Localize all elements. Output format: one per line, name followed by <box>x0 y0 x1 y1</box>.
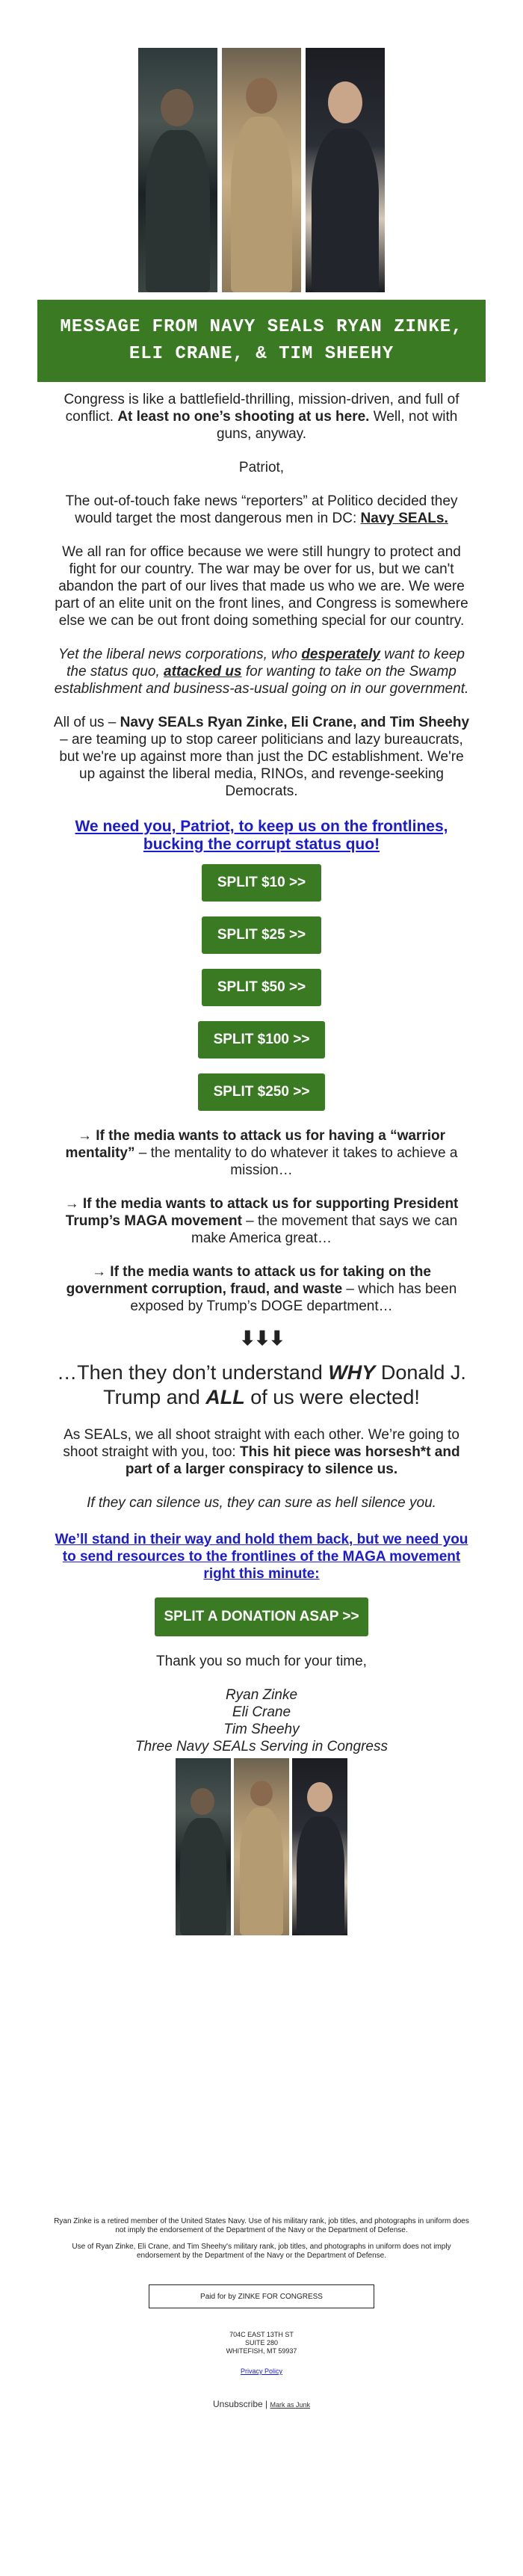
liberal-text-2: want to keep the status quo, <box>66 647 465 680</box>
intro-bold: At least no one’s shooting at us here. <box>117 409 370 425</box>
down-arrows-icon: ⬇⬇⬇ <box>239 1327 284 1349</box>
paid-for-text: Paid for by ZINKE FOR CONGRESS <box>200 2292 323 2301</box>
big-text-3: of us were elected! <box>244 1386 420 1408</box>
split-250-button[interactable]: SPLIT $250 >> <box>198 1073 325 1111</box>
photo-eli-crane <box>222 48 301 292</box>
maga-point-bold: → If the media wants to attack us for supporting President Trump’s MAGA movement <box>64 1196 459 1229</box>
unsubscribe-row <box>37 2399 486 2409</box>
corruption-point <box>52 1263 471 1315</box>
ran-for-office-paragraph: We all ran for office because we were still hungry to protect and fight for our country. The war may be over for us, but we can't abandon the part of our lives that made us who we are. We were part of an elite unit on the front lines, and Congress is somewhere else we can be out front doing something special for our country. <box>55 544 468 629</box>
attacked-us-emphasis: attacked us <box>164 664 242 680</box>
silence-statement: If they can silence us, they can sure as hell silence you. <box>87 1495 436 1511</box>
why-emphasis: WHY <box>328 1361 376 1384</box>
intro-text-end: Well, not with guns, anyway. <box>216 409 458 442</box>
hero-photo-strip <box>37 48 486 292</box>
signature-tim-sheehy: Tim Sheehy <box>223 1722 300 1737</box>
split-10-button[interactable]: SPLIT $10 >> <box>202 864 321 902</box>
seals-paragraph <box>52 1426 471 1478</box>
address-line-1: 704C EAST 13TH ST <box>229 2331 294 2338</box>
seal-names-bold: Navy SEALs Ryan Zinke, Eli Crane, and Tim Sheehy <box>120 715 470 730</box>
signature-tagline: Three Navy SEALs Serving in Congress <box>135 1739 388 1754</box>
split-50-button[interactable]: SPLIT $50 >> <box>202 969 321 1006</box>
split-25-button[interactable]: SPLIT $25 >> <box>202 916 321 954</box>
intro-paragraph <box>52 391 471 443</box>
liberal-text-1: Yet the liberal news corporations, who <box>58 647 302 662</box>
warrior-point-bold: → If the media wants to attack us for having a “warrior mentality” <box>65 1128 445 1161</box>
privacy-policy-link[interactable]: Privacy Policy <box>240 2367 282 2375</box>
footer-photo-strip <box>37 1758 486 1935</box>
hit-piece-bold: This hit piece was horsesh*t and part of a larger conspiracy to silence us. <box>125 1444 460 1477</box>
maga-point-text: – the movement that says we can make America great… <box>191 1213 458 1246</box>
banner-title: MESSAGE FROM NAVY SEALS RYAN ZINKE, ELI CRANE, & TIM SHEEHY <box>60 317 463 364</box>
mailing-address <box>37 2331 486 2355</box>
paid-for-box <box>149 2284 374 2308</box>
disclaimer-zinke: Ryan Zinke is a retired member of the United States Navy. Use of his military rank, job titles, and photographs in uniform does not imply the endorsement of the Department of the Navy or the Department of Defense. <box>54 2217 469 2234</box>
split-donation-button[interactable]: SPLIT A DONATION ASAP >> <box>155 1597 368 1636</box>
disclaimer-all: Use of Ryan Zinke, Eli Crane, and Tim Sheehy's military rank, job titles, and photographs in uniform does not imply endorsement by the Department of the Navy or the Department of Defense. <box>72 2243 451 2260</box>
header-banner <box>37 300 486 382</box>
footer-photo-eli-crane <box>234 1758 289 1935</box>
seals-text: As SEALs, we all shoot straight with each other. We’re going to shoot straight with you, too: <box>63 1427 459 1460</box>
frontlines-link[interactable]: We need you, Patriot, to keep us on the frontlines, bucking the corrupt status quo! <box>75 818 448 853</box>
signature-eli-crane: Eli Crane <box>232 1704 291 1720</box>
politico-paragraph <box>52 493 471 527</box>
address-line-2: SUITE 280 <box>244 2339 279 2347</box>
greeting: Patriot, <box>238 460 285 475</box>
trump-elected-statement <box>52 1361 471 1410</box>
photo-tim-sheehy <box>306 48 385 292</box>
teaming-up-paragraph <box>52 714 471 800</box>
desperately-emphasis: desperately <box>301 647 380 662</box>
teaming-text-2: – are teaming up to stop career politicians and lazy bureaucrats, but we're up against more than just the DC establishment. We're up against the liberal media, RINOs, and revenge-seeking Democrats. <box>59 732 464 799</box>
navy-seals-emphasis: Navy SEALs. <box>360 511 448 526</box>
unsubscribe-separator: | <box>262 2399 270 2409</box>
politico-text: The out-of-touch fake news “reporters” at Politico decided they would target the most dangerous men in DC: <box>65 493 458 526</box>
thank-you: Thank you so much for your time, <box>156 1654 367 1669</box>
footer-photo-ryan-zinke <box>176 1758 231 1935</box>
send-resources-link[interactable]: We’ll stand in their way and hold them back, but we need you to send resources to the frontlines of the MAGA movement right this minute: <box>55 1532 468 1582</box>
unsubscribe-link[interactable]: Unsubscribe <box>212 2399 263 2409</box>
split-100-button[interactable]: SPLIT $100 >> <box>198 1021 325 1059</box>
footer-photo-tim-sheehy <box>292 1758 347 1935</box>
big-text-2: Donald J. Trump and <box>103 1361 466 1408</box>
corruption-point-text: – which has been exposed by Trump’s DOGE department… <box>130 1281 457 1314</box>
big-text-1: …Then they don’t understand <box>57 1361 329 1384</box>
mark-as-junk-link[interactable]: Mark as Junk <box>270 2401 311 2409</box>
signature-block <box>37 1686 486 1755</box>
intro-text: Congress is like a battlefield-thrilling, mission-driven, and full of conflict. <box>64 392 459 425</box>
teaming-text-1: All of us – <box>53 715 120 730</box>
liberal-news-paragraph <box>52 646 471 697</box>
warrior-point-text: – the mentality to do whatever it takes to achieve a mission… <box>134 1145 458 1178</box>
address-line-3: WHITEFISH, MT 59937 <box>226 2347 297 2355</box>
maga-point <box>52 1195 471 1247</box>
photo-ryan-zinke <box>138 48 217 292</box>
liberal-text-3: for wanting to take on the Swamp establishment and business-as-usual going on in our government. <box>54 664 469 697</box>
signature-ryan-zinke: Ryan Zinke <box>225 1687 298 1703</box>
warrior-point <box>52 1127 471 1179</box>
all-emphasis: ALL <box>205 1386 245 1408</box>
corruption-point-bold: → If the media wants to attack us for taking on the government corruption, fraud, and waste <box>66 1264 431 1297</box>
